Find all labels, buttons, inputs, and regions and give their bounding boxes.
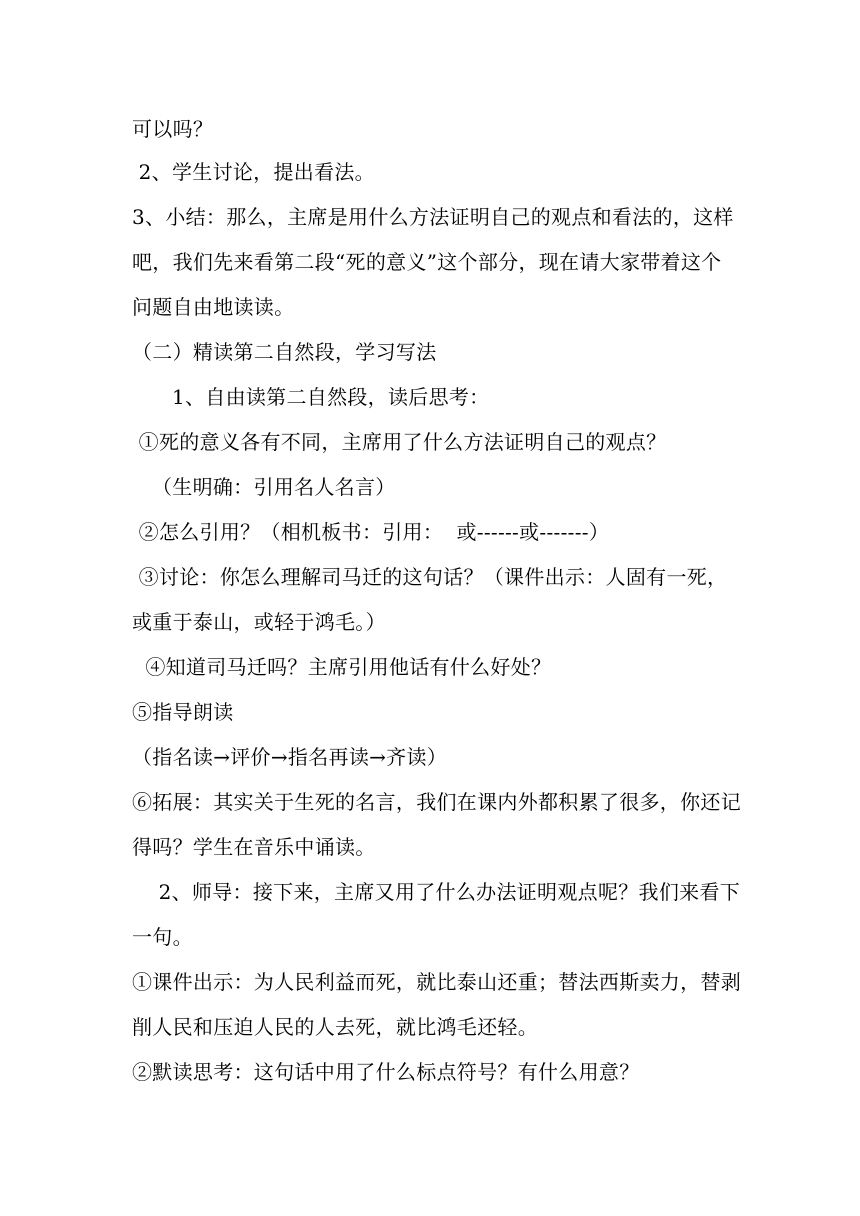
text-line: 一句。 bbox=[132, 925, 193, 949]
text-line: （指名读→评价→指名再读→齐读） bbox=[132, 745, 448, 769]
text-line: 问题自由地读读。 bbox=[132, 295, 295, 319]
text-line: 可以吗？ bbox=[132, 117, 214, 141]
text-line: ①课件出示：为人民利益而死，就比泰山还重；替法西斯卖力，替剥 bbox=[132, 970, 741, 994]
text-line: ②怎么引用？（相机板书：引用： 或------或-------） bbox=[132, 520, 610, 544]
text-line: 1、自由读第二自然段，读后思考： bbox=[132, 385, 490, 409]
text-line: ⑤指导朗读 bbox=[132, 700, 234, 724]
section-heading: （二）精读第二自然段，学习写法 bbox=[132, 340, 437, 364]
text-line: ①死的意义各有不同，主席用了什么方法证明自己的观点？ bbox=[132, 430, 667, 454]
text-line: ②默读思考：这句话中用了什么标点符号？有什么用意？ bbox=[132, 1060, 640, 1084]
text-line: 得吗？学生在音乐中诵读。 bbox=[132, 835, 376, 859]
text-line: 2、师导：接下来，主席又用了什么办法证明观点呢？我们来看下 bbox=[132, 880, 741, 904]
text-line: ③讨论：你怎么理解司马迁的这句话？（课件出示：人固有一死， bbox=[132, 565, 728, 589]
text-line: 吧，我们先来看第二段“死的意义”这个部分，现在请大家带着这个 bbox=[132, 250, 722, 274]
text-line: 或重于泰山，或轻于鸿毛。） bbox=[132, 610, 386, 634]
text-line: 2、学生讨论，提出看法。 bbox=[132, 160, 375, 184]
text-line: ④知道司马迁吗？主席引用他话有什么好处？ bbox=[132, 655, 552, 679]
text-line: （生明确：引用名人名言） bbox=[132, 475, 396, 499]
text-line: 削人民和压迫人民的人去死，就比鸿毛还轻。 bbox=[132, 1015, 538, 1039]
text-line: 3、小结：那么，主席是用什么方法证明自己的观点和看法的，这样 bbox=[132, 205, 734, 229]
text-line: ⑥拓展：其实关于生死的名言，我们在课内外都积累了很多，你还记 bbox=[132, 790, 741, 814]
